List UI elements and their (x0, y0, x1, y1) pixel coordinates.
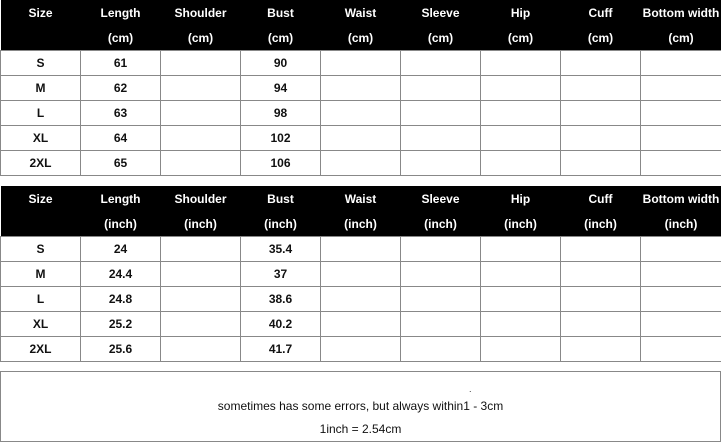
cell-length: 25.2 (81, 312, 161, 337)
cell-bust: 98 (241, 101, 321, 126)
cell-hip (481, 337, 561, 362)
table-row (1, 101, 721, 126)
column-header-shoulder: Shoulder (161, 186, 241, 212)
column-header-sleeve: Sleeve (401, 0, 481, 26)
table-row (1, 76, 721, 101)
cell-bust: 94 (241, 76, 321, 101)
cell-size: 2XL (1, 151, 81, 176)
cell-shoulder (161, 51, 241, 76)
cell-hip (481, 151, 561, 176)
table-row (1, 237, 721, 262)
column-header-shoulder: Shoulder (161, 0, 241, 26)
size-table-inch (0, 186, 721, 362)
cell-cuff (561, 76, 641, 101)
cell-shoulder (161, 312, 241, 337)
cell-hip (481, 76, 561, 101)
cell-waist (321, 237, 401, 262)
column-header-size: Size (1, 0, 81, 26)
cell-shoulder (161, 262, 241, 287)
unit-cuff: (inch) (561, 212, 641, 237)
cell-waist (321, 51, 401, 76)
cell-bust: 35.4 (241, 237, 321, 262)
cell-size: S (1, 237, 81, 262)
cell-cuff (561, 287, 641, 312)
cell-shoulder (161, 101, 241, 126)
cell-waist (321, 101, 401, 126)
column-header-length: Length (81, 0, 161, 26)
cell-shoulder (161, 76, 241, 101)
cell-size: XL (1, 126, 81, 151)
cell-sleeve (401, 337, 481, 362)
cell-waist (321, 262, 401, 287)
table-row (1, 126, 721, 151)
table-row (1, 287, 721, 312)
cell-shoulder (161, 287, 241, 312)
cell-length: 24 (81, 237, 161, 262)
note-error-range: sometimes has some errors, but always within1 - 3cm (1, 399, 720, 413)
cell-waist (321, 312, 401, 337)
cell-sleeve (401, 126, 481, 151)
column-header-sleeve: Sleeve (401, 186, 481, 212)
cell-sleeve (401, 76, 481, 101)
cell-bust: 38.6 (241, 287, 321, 312)
cell-sleeve (401, 287, 481, 312)
cell-bottom-width (641, 337, 721, 362)
unit-length: (inch) (81, 212, 161, 237)
cell-cuff (561, 262, 641, 287)
column-header-size: Size (1, 186, 81, 212)
cell-bottom-width (641, 76, 721, 101)
unit-hip: (inch) (481, 212, 561, 237)
column-header-bust: Bust (241, 186, 321, 212)
cell-length: 65 (81, 151, 161, 176)
column-header-cuff: Cuff (561, 186, 641, 212)
cell-bottom-width (641, 51, 721, 76)
column-header-bottom-width: Bottom width (641, 0, 721, 26)
unit-bust: (cm) (241, 26, 321, 51)
cell-size: 2XL (1, 337, 81, 362)
cell-bottom-width (641, 262, 721, 287)
table-row (1, 262, 721, 287)
cell-length: 63 (81, 101, 161, 126)
unit-bottom-width: (inch) (641, 212, 721, 237)
cell-bottom-width (641, 287, 721, 312)
cell-bust: 106 (241, 151, 321, 176)
unit-sleeve: (inch) (401, 212, 481, 237)
cell-size: L (1, 287, 81, 312)
cell-sleeve (401, 312, 481, 337)
cell-bottom-width (641, 101, 721, 126)
column-header-bust: Bust (241, 0, 321, 26)
cell-sleeve (401, 101, 481, 126)
cell-waist (321, 151, 401, 176)
header-row (1, 186, 721, 212)
cell-cuff (561, 312, 641, 337)
cell-hip (481, 101, 561, 126)
cell-shoulder (161, 151, 241, 176)
cell-cuff (561, 51, 641, 76)
unit-size (1, 26, 81, 51)
table-row (1, 151, 721, 176)
column-header-waist: Waist (321, 0, 401, 26)
cell-cuff (561, 151, 641, 176)
unit-row (1, 212, 721, 237)
unit-row (1, 26, 721, 51)
column-header-hip: Hip (481, 0, 561, 26)
cell-hip (481, 51, 561, 76)
column-header-waist: Waist (321, 186, 401, 212)
unit-bust: (inch) (241, 212, 321, 237)
column-header-bottom-width: Bottom width (641, 186, 721, 212)
unit-waist: (cm) (321, 26, 401, 51)
unit-sleeve: (cm) (401, 26, 481, 51)
cell-cuff (561, 126, 641, 151)
table-row (1, 337, 721, 362)
cell-shoulder (161, 237, 241, 262)
cell-bust: 41.7 (241, 337, 321, 362)
size-table-cm (0, 0, 721, 176)
unit-cuff: (cm) (561, 26, 641, 51)
cell-waist (321, 337, 401, 362)
cell-bottom-width (641, 126, 721, 151)
unit-bottom-width: (cm) (641, 26, 721, 51)
unit-hip: (cm) (481, 26, 561, 51)
cell-cuff (561, 101, 641, 126)
cell-length: 24.8 (81, 287, 161, 312)
cell-bust: 102 (241, 126, 321, 151)
cell-bottom-width (641, 151, 721, 176)
cell-hip (481, 287, 561, 312)
unit-size (1, 212, 81, 237)
cell-hip (481, 262, 561, 287)
cell-size: S (1, 51, 81, 76)
column-header-length: Length (81, 186, 161, 212)
cell-hip (481, 312, 561, 337)
cell-bust: 37 (241, 262, 321, 287)
cell-length: 64 (81, 126, 161, 151)
cell-length: 61 (81, 51, 161, 76)
cell-waist (321, 126, 401, 151)
cell-sleeve (401, 262, 481, 287)
cell-hip (481, 237, 561, 262)
cell-length: 62 (81, 76, 161, 101)
unit-shoulder: (inch) (161, 212, 241, 237)
cell-hip (481, 126, 561, 151)
table-row (1, 51, 721, 76)
cell-bottom-width (641, 237, 721, 262)
cell-sleeve (401, 51, 481, 76)
table-row (1, 312, 721, 337)
cell-length: 25.6 (81, 337, 161, 362)
cell-waist (321, 76, 401, 101)
cell-bust: 40.2 (241, 312, 321, 337)
cell-bottom-width (641, 312, 721, 337)
cell-length: 24.4 (81, 262, 161, 287)
unit-shoulder: (cm) (161, 26, 241, 51)
cell-size: L (1, 101, 81, 126)
cell-cuff (561, 237, 641, 262)
column-header-cuff: Cuff (561, 0, 641, 26)
unit-waist: (inch) (321, 212, 401, 237)
cell-size: M (1, 262, 81, 287)
note-dot: . (469, 384, 472, 394)
column-header-hip: Hip (481, 186, 561, 212)
note-conversion: 1inch = 2.54cm (1, 422, 720, 436)
cell-sleeve (401, 237, 481, 262)
header-row (1, 0, 721, 26)
cell-bust: 90 (241, 51, 321, 76)
unit-length: (cm) (81, 26, 161, 51)
cell-size: XL (1, 312, 81, 337)
cell-cuff (561, 337, 641, 362)
cell-sleeve (401, 151, 481, 176)
measurement-note (0, 371, 721, 442)
cell-waist (321, 287, 401, 312)
cell-shoulder (161, 126, 241, 151)
cell-size: M (1, 76, 81, 101)
cell-shoulder (161, 337, 241, 362)
